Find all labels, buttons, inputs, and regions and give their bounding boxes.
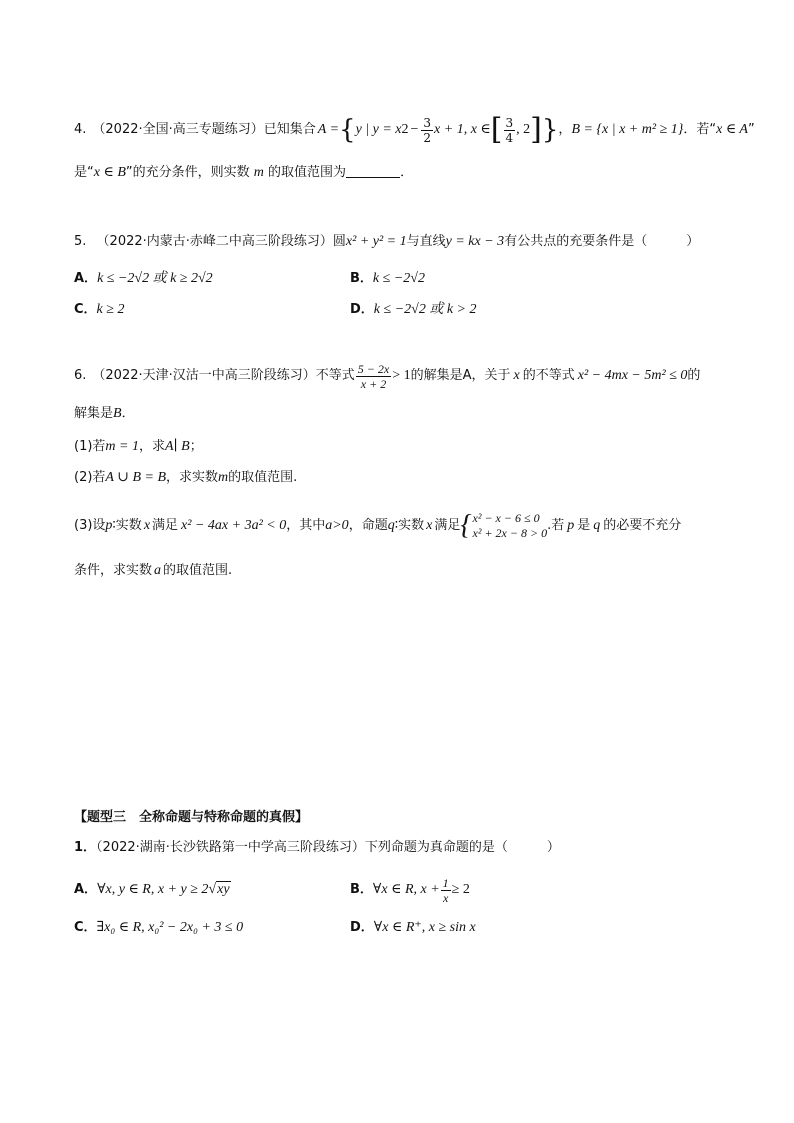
condition-m: m = 1 — [105, 439, 139, 454]
answer-blank[interactable] — [346, 163, 400, 178]
option-label: C． — [74, 920, 97, 935]
quadratic-inequality: x² − 4mx − 5m² ≤ 0 — [577, 368, 688, 383]
variable-m: m — [218, 470, 229, 485]
option-text: ∀x, y ∈ R, x + y ≥ 2 — [97, 882, 209, 897]
s3-option-b[interactable] — [350, 874, 470, 906]
left-bracket-icon: [ — [490, 112, 503, 147]
text: (2)若 — [74, 470, 106, 485]
text: 有公共点的充要条件是（ ） — [504, 234, 700, 249]
s3-option-a[interactable] — [74, 880, 231, 900]
text: ，求实数 — [166, 470, 219, 485]
option-text: k ≤ −2√2 — [372, 271, 425, 286]
line-equation: y = kx − 3 — [445, 234, 505, 249]
set-a-body-2: − — [410, 122, 419, 137]
option-d[interactable] — [350, 300, 477, 320]
text: (3)设 — [74, 518, 106, 533]
text: 满足 — [434, 518, 461, 533]
text: 的取值范围. — [163, 563, 233, 578]
text: (1)若 — [74, 439, 106, 454]
circle-equation: x² + y² = 1 — [345, 234, 407, 249]
question-4-line-2 — [74, 163, 413, 183]
question-6-part-2 — [74, 468, 297, 488]
question-6-part-3-line-2 — [74, 561, 232, 581]
condition-x-in-a: x ∈ A — [716, 122, 748, 137]
left-brace-icon: { — [460, 510, 472, 541]
text: 的取值范围为 — [268, 165, 347, 180]
text: 的 — [687, 368, 701, 383]
option-label: C． — [74, 302, 97, 317]
set-a-body-1: y | y = x — [355, 122, 402, 137]
set-a-body-3: x + 1, x ∈ — [434, 122, 491, 137]
variable-m: m — [253, 165, 264, 180]
option-text: ≥ 2 — [451, 882, 470, 897]
set-a-label: A = — [317, 122, 340, 137]
text: 的取值范围. — [228, 470, 298, 485]
variable-x: x — [426, 518, 433, 533]
set-a-body-4: , 2 — [516, 122, 531, 137]
text: ”的充分条件，则实数 — [125, 165, 250, 180]
section-title — [74, 808, 308, 828]
text: ． — [400, 165, 414, 180]
condition-a-positive: a>0 — [325, 518, 349, 533]
text: ，命题 — [348, 518, 388, 533]
section3-question-1 — [74, 838, 560, 858]
variable-x: x — [143, 518, 151, 533]
proposition-p: p — [105, 518, 113, 533]
separator: ， — [558, 122, 572, 137]
question-source: （2022·天津·汉沽一中高三阶段练习）不等式 — [92, 368, 355, 383]
question-6-part-1 — [74, 437, 203, 457]
set-union-condition: A ∪ B = B — [105, 470, 167, 485]
text: 是“ — [74, 165, 94, 180]
sqrt-icon: √ — [208, 882, 217, 897]
text: 是 — [577, 518, 591, 533]
option-text: k ≤ −2√2 或 k ≥ 2√2 — [97, 271, 213, 286]
question-number: 6. — [74, 368, 87, 383]
question-source: （2022·湖南·长沙铁路第一中学高三阶段练习）下列命题为真命题的是（ ） — [96, 840, 560, 855]
text: 的必要不充分 — [603, 518, 682, 533]
question-number: 5. — [74, 234, 87, 249]
inequality-system — [460, 511, 547, 541]
question-6-line-2 — [74, 404, 135, 424]
option-text: k ≥ 2 — [96, 302, 125, 317]
option-a[interactable] — [74, 269, 213, 289]
s3-option-c[interactable] — [74, 918, 243, 938]
option-label: B． — [350, 271, 373, 286]
fraction-three-halves: $\frac{3}{2}$ — [423, 115, 432, 145]
proposition-p: p — [567, 518, 575, 533]
set-b: B = {x | x + m² ≥ 1} — [571, 122, 684, 137]
condition-x-in-b: x ∈ B — [93, 165, 126, 180]
text: 条件，求实数 — [74, 563, 153, 578]
text: 的不等式 — [522, 368, 575, 383]
option-label: A． — [74, 882, 98, 897]
option-text: ∃x₀ ∈ R, x₀² − 2x₀ + 3 ≤ 0 — [96, 920, 244, 935]
option-b[interactable] — [350, 269, 425, 289]
s3-option-d[interactable] — [350, 918, 476, 938]
option-label: B． — [350, 882, 373, 897]
set-expression: A∣ B — [165, 439, 190, 454]
fraction-three-quarters: $\frac{3}{4}$ — [505, 115, 514, 145]
question-source: （2022·全国·高三专题练习）已知集合 — [92, 122, 316, 137]
inequality-p: x² − 4ax + 3a² < 0 — [181, 518, 287, 533]
option-text: k ≤ −2√2 或 k > 2 — [373, 302, 477, 317]
question-number: 4. — [74, 122, 87, 137]
option-text: ∀x ∈ R, x + — [372, 882, 440, 897]
variable-a: a — [154, 563, 162, 578]
text: ∶实数 — [112, 518, 142, 533]
left-brace-icon: { — [339, 115, 356, 145]
fraction-one-over-x: $\frac{1}{x}$ — [442, 875, 449, 905]
question-source: （2022·内蒙古·赤峰二中高三阶段练习）圆 — [96, 234, 346, 249]
text: 与直线 — [406, 234, 446, 249]
variable-x: x — [513, 368, 520, 383]
text: 解集是 — [74, 406, 114, 421]
text: ． — [121, 406, 135, 421]
variable-b: B — [113, 406, 122, 421]
proposition-q: q — [593, 518, 601, 533]
option-label: D． — [350, 920, 374, 935]
question-6-line-1 — [74, 358, 700, 394]
option-label: D． — [350, 302, 374, 317]
system-line-1: x² − x − 6 ≤ 0 — [472, 511, 540, 525]
system-line-2: x² + 2x − 8 > 0 — [472, 526, 548, 540]
text: .若 — [547, 518, 565, 533]
question-4-line-1: 4. （2022·全国·高三专题练习）已知集合 A = { y | y = x 2 − $\frac{3}{2}$ x + 1, x ∈ [ $\frac{3}{4}$ , 2 ] } ， B = {x | x + m² ≥ 1} ．若“ x ∈ A ” — [74, 112, 755, 147]
text: ，求 — [138, 439, 165, 454]
question-6-part-3 — [74, 508, 681, 544]
text: ” — [748, 122, 755, 137]
option-label: A． — [74, 271, 98, 286]
text: ∶实数 — [394, 518, 425, 533]
proposition-q: q — [387, 518, 395, 533]
section-heading: 【题型三 全称命题与特称命题的真假】 — [74, 810, 309, 825]
text: ； — [189, 439, 203, 454]
right-brace-icon: } — [541, 115, 559, 145]
question-number: 1． — [74, 840, 97, 855]
sqrt-content: xy — [217, 882, 230, 897]
text: > 1 — [392, 368, 411, 383]
question-5-stem — [74, 232, 699, 252]
option-c[interactable] — [74, 300, 124, 320]
text: ．若“ — [683, 122, 717, 137]
text: 满足 — [152, 518, 179, 533]
fraction-inequality: $\frac{5 - 2x}{x + 2}$ — [357, 361, 390, 391]
text: ，其中 — [286, 518, 326, 533]
text: 的解集是A，关于 — [410, 368, 511, 383]
option-text: ∀x ∈ R⁺, x ≥ sin x — [373, 920, 476, 935]
right-bracket-icon: ] — [530, 112, 542, 147]
